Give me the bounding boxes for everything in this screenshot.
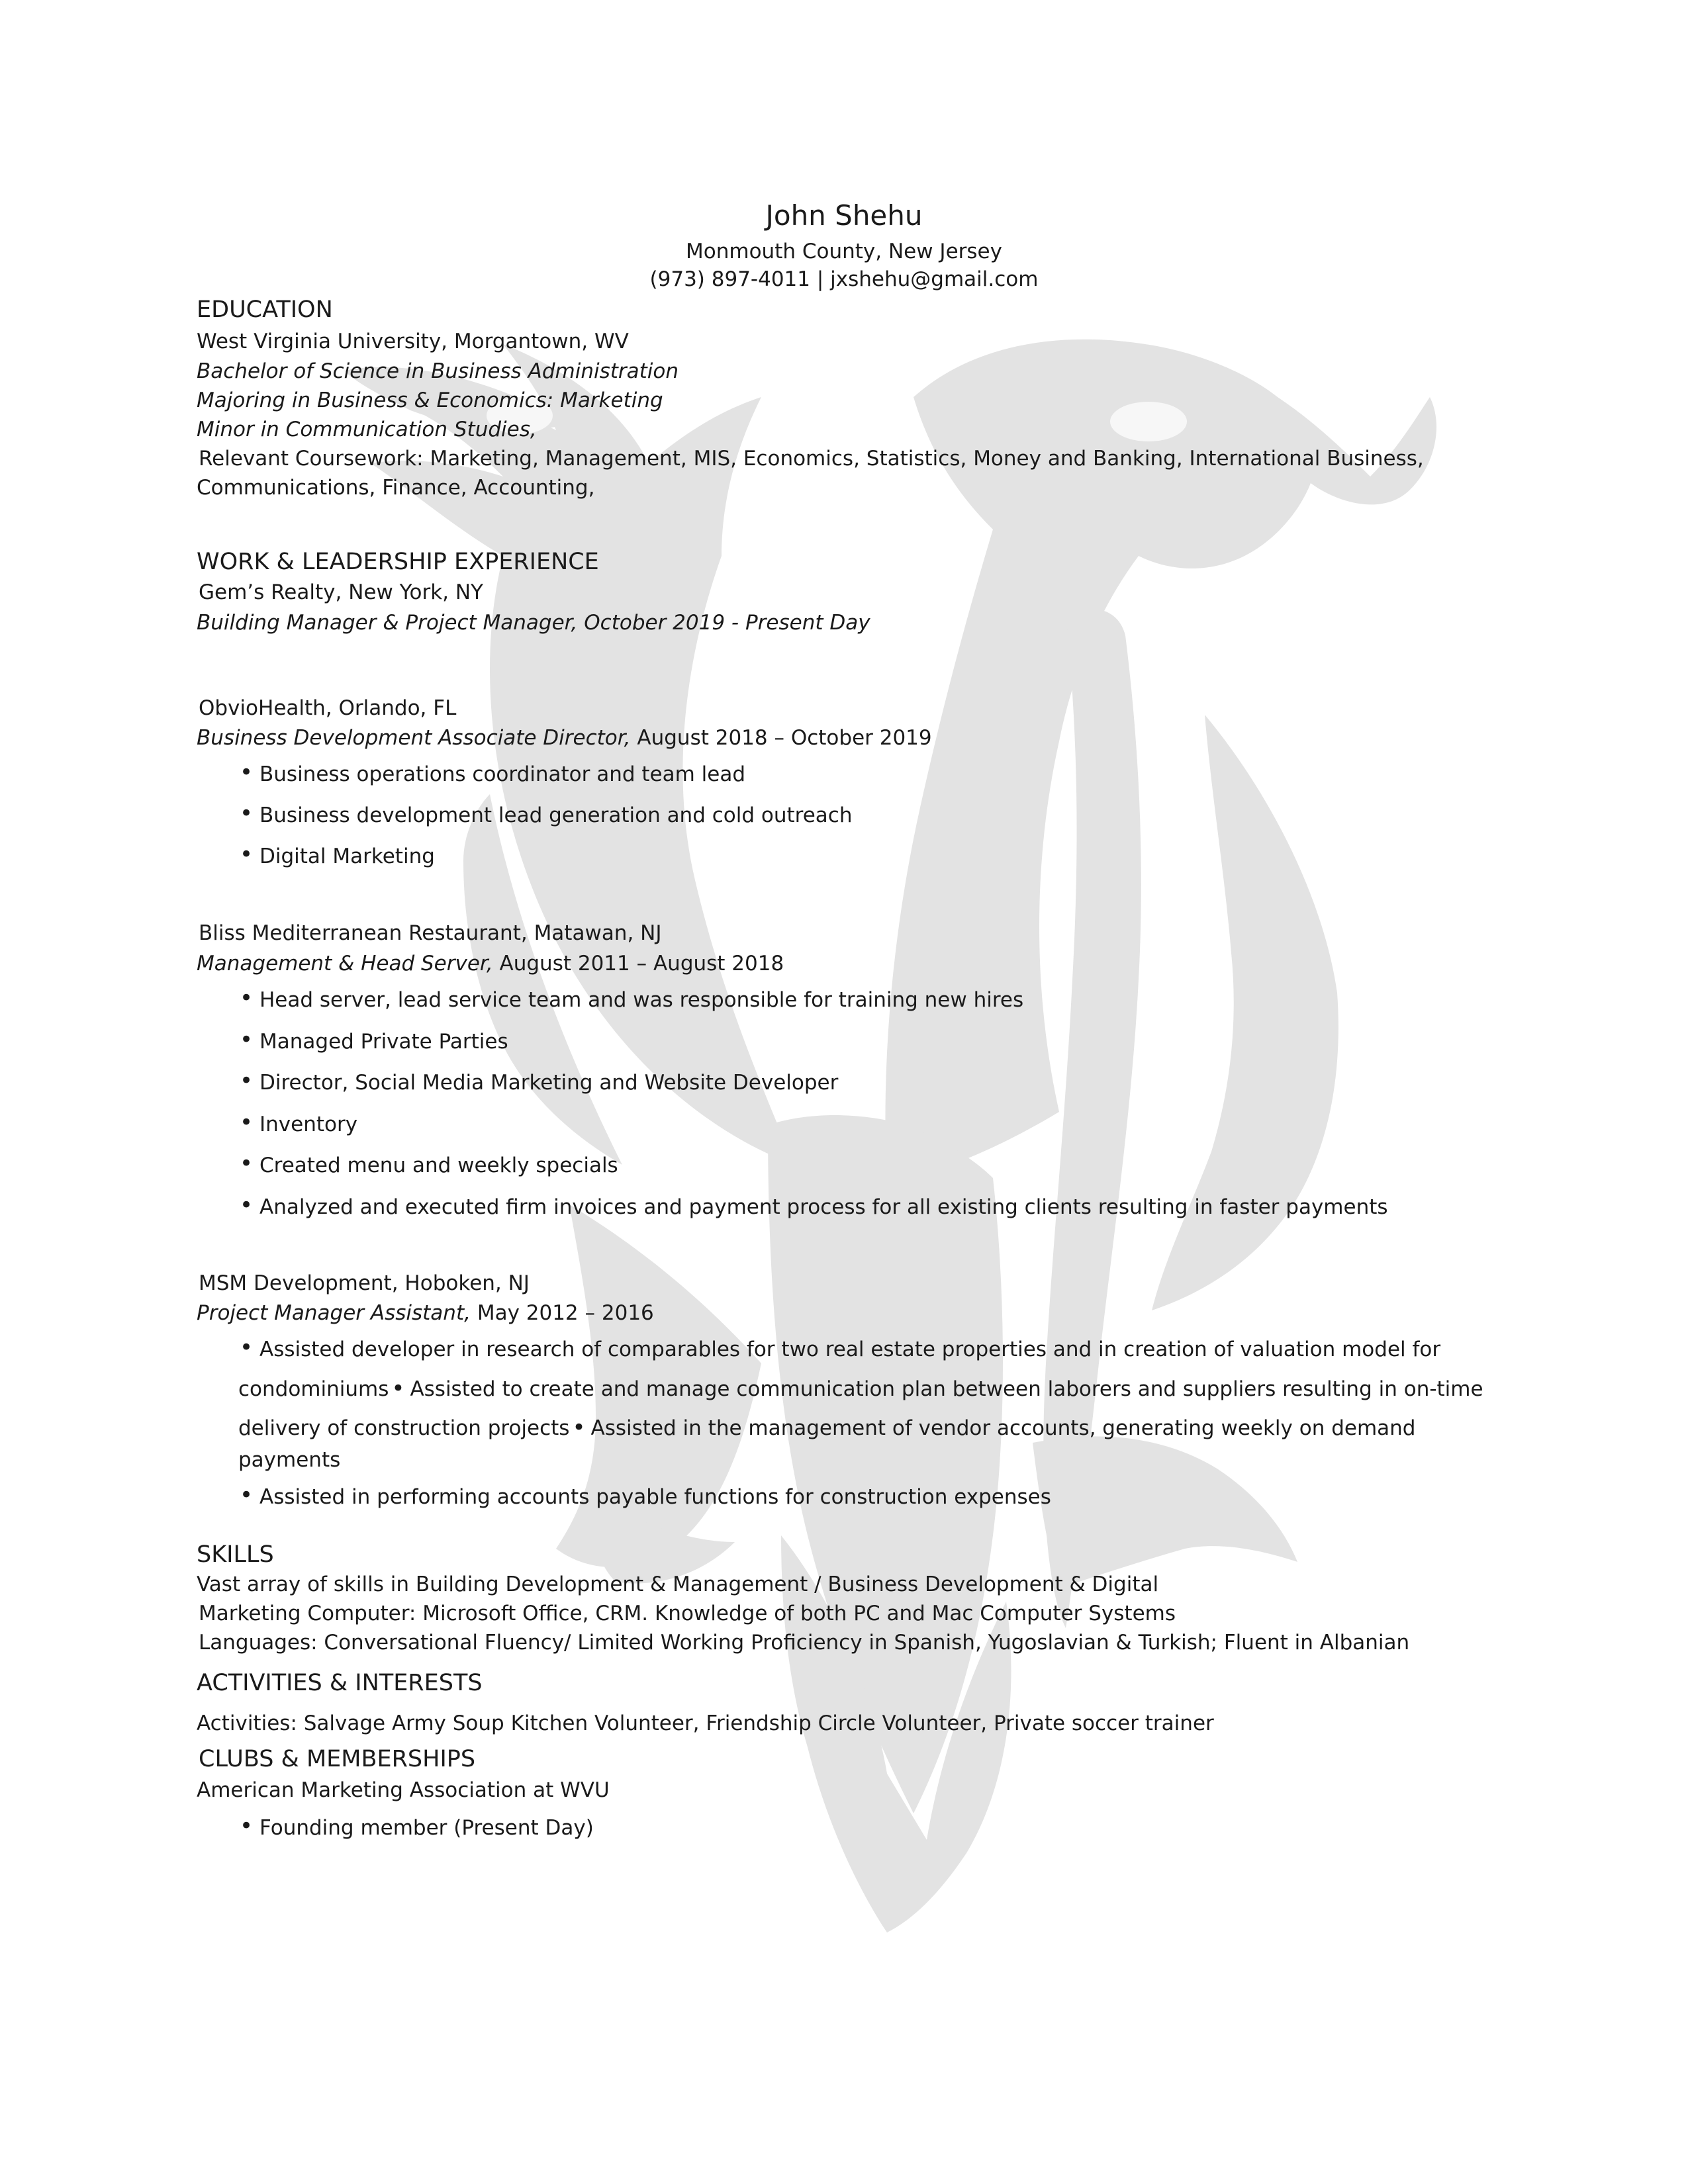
- section-heading-clubs: CLUBS & MEMBERSHIPS: [199, 1746, 476, 1772]
- bullet-item: • Digital Marketing: [259, 843, 435, 870]
- skills-line-3: Languages: Conversational Fluency/ Limited Working Proficiency in Spanish, Yugoslavian & Turkish; Fluent in Albanian: [199, 1631, 1410, 1655]
- section-heading-skills: SKILLS: [197, 1541, 274, 1568]
- activities-text: Activities: Salvage Army Soup Kitchen Volunteer, Friendship Circle Volunteer, Private soccer trainer: [197, 1711, 1214, 1735]
- job-title-line: [197, 725, 932, 751]
- paragraph-line-3: delivery of construction projects • Assisted in the management of vendor accounts, generating weekly on demand: [238, 1414, 1416, 1441]
- minor: Minor in Communication Studies,: [197, 418, 537, 441]
- paragraph-line-1: • Assisted developer in research of comparables for two real estate properties and in creation of valuation model for: [259, 1336, 1440, 1363]
- job-title: Management & Head Server,: [197, 952, 493, 976]
- job-title-line: [197, 950, 784, 977]
- major: Majoring in Business & Economics: Marketing: [197, 388, 663, 412]
- club-organization: American Marketing Association at WVU: [197, 1778, 610, 1802]
- job-dates: August 2018 – October 2019: [630, 726, 932, 750]
- coursework-line-2: Communications, Finance, Accounting,: [197, 476, 595, 500]
- skills-line-1: Vast array of skills in Building Development & Management / Business Development & Digital: [197, 1572, 1159, 1596]
- bullet-item: • Analyzed and executed firm invoices and payment process for all existing clients resulting in faster payments: [259, 1194, 1388, 1220]
- bullet-item: • Founding member (Present Day): [259, 1815, 594, 1841]
- person-name: John Shehu: [765, 199, 923, 232]
- job-company: Bliss Mediterranean Restaurant, Matawan, NJ: [199, 921, 662, 945]
- job-title: Project Manager Assistant,: [197, 1301, 471, 1325]
- bullet-item: • Created menu and weekly specials: [259, 1152, 618, 1179]
- bullet-item: • Inventory: [259, 1111, 357, 1138]
- paragraph-line-2: condominiums • Assisted to create and manage communication plan between laborers and suppliers resulting in on-time: [238, 1375, 1483, 1402]
- skills-line-2: Marketing Computer: Microsoft Office, CRM. Knowledge of both PC and Mac Computer Systems: [199, 1602, 1176, 1625]
- bullet-item: • Managed Private Parties: [259, 1028, 508, 1055]
- paragraph-line-4: payments: [238, 1448, 341, 1472]
- job-title: Building Manager & Project Manager, October 2019 - Present Day: [197, 611, 870, 635]
- bullet-item: • Business operations coordinator and team lead: [259, 761, 745, 788]
- bullet-item: • Business development lead generation and cold outreach: [259, 802, 853, 829]
- job-title: Business Development Associate Director,: [197, 726, 631, 750]
- coursework-line-1: Relevant Coursework: Marketing, Management, MIS, Economics, Statistics, Money and Banking, International Business,: [199, 447, 1424, 471]
- degree: Bachelor of Science in Business Administration: [197, 359, 679, 383]
- section-heading-activities: ACTIVITIES & INTERESTS: [197, 1670, 483, 1696]
- job-dates: August 2011 – August 2018: [492, 952, 784, 976]
- location: Monmouth County, New Jersey: [686, 240, 1002, 263]
- job-company: Gem’s Realty, New York, NY: [199, 580, 483, 604]
- school: West Virginia University, Morgantown, WV: [197, 330, 629, 353]
- section-heading-experience: WORK & LEADERSHIP EXPERIENCE: [197, 549, 599, 575]
- section-heading-education: EDUCATION: [197, 296, 333, 323]
- bullet-item: • Director, Social Media Marketing and Website Developer: [259, 1069, 838, 1096]
- job-dates: May 2012 – 2016: [470, 1301, 654, 1325]
- job-company: MSM Development, Hoboken, NJ: [199, 1271, 530, 1295]
- bullet-item: • Assisted in performing accounts payable functions for construction expenses: [259, 1484, 1051, 1510]
- job-title-line: [197, 1300, 654, 1326]
- contact-info: (973) 897-4011 | jxshehu@gmail.com: [649, 267, 1039, 291]
- job-company: ObvioHealth, Orlando, FL: [199, 696, 457, 720]
- bullet-item: • Head server, lead service team and was responsible for training new hires: [259, 987, 1023, 1013]
